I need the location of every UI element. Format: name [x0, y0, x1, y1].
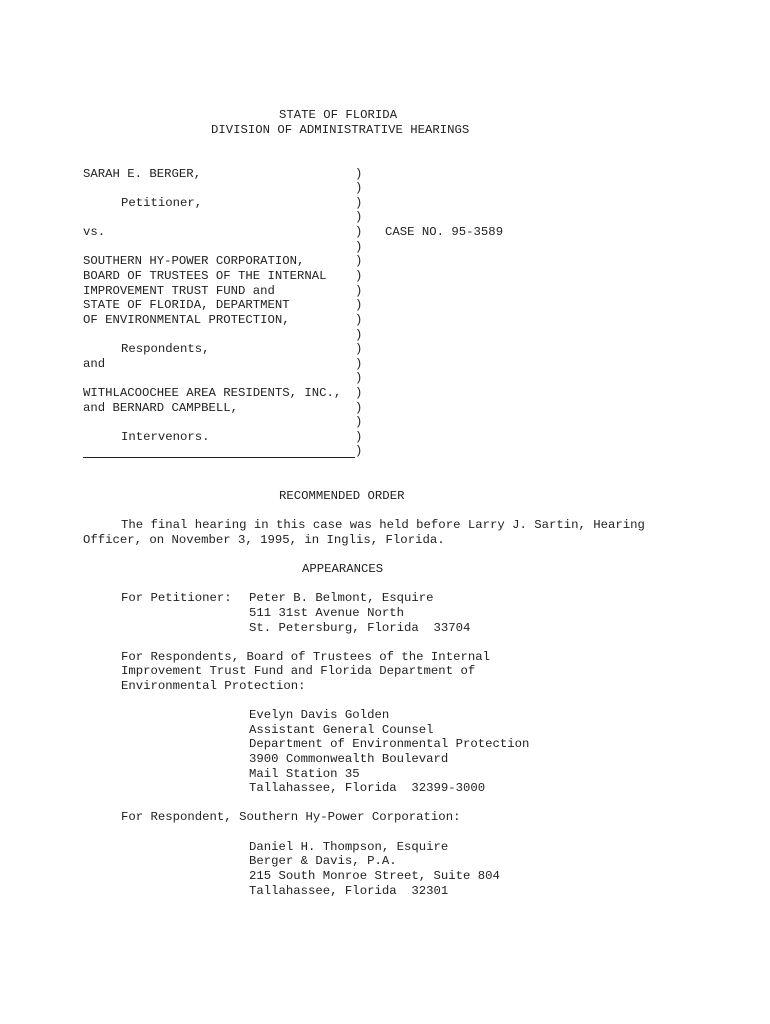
- shp-counsel-label: For Respondent, Southern Hy-Power Corporation:: [121, 810, 461, 824]
- versus-label: vs.: [83, 225, 106, 239]
- petitioner-counsel-line: St. Petersburg, Florida 33704: [249, 621, 471, 635]
- respondents-role: Respondents,: [121, 342, 210, 356]
- appearances-heading: APPEARANCES: [302, 562, 384, 576]
- bracket: ): [355, 430, 363, 444]
- division-heading: DIVISION OF ADMINISTRATIVE HEARINGS: [211, 123, 470, 137]
- board-counsel-line: Department of Environmental Protection: [249, 737, 530, 751]
- caption-underline: [83, 457, 355, 458]
- petitioner-name: SARAH E. BERGER,: [83, 167, 202, 181]
- board-counsel-line: Tallahassee, Florida 32399-3000: [249, 781, 486, 795]
- board-counsel-line: Evelyn Davis Golden: [249, 708, 390, 722]
- respondent-line: SOUTHERN HY-POWER CORPORATION,: [83, 254, 305, 268]
- respondent-line: IMPROVEMENT TRUST FUND and: [83, 284, 275, 298]
- respondent-line: OF ENVIRONMENTAL PROTECTION,: [83, 313, 290, 327]
- petitioner-role: Petitioner,: [121, 196, 203, 210]
- intro-line: Officer, on November 3, 1995, in Inglis, Florida.: [83, 533, 445, 547]
- intervenors-role: Intervenors.: [121, 430, 210, 444]
- bracket: ): [355, 357, 363, 371]
- petitioner-counsel-line: Peter B. Belmont, Esquire: [249, 591, 434, 605]
- respondent-line: BOARD OF TRUSTEES OF THE INTERNAL: [83, 269, 327, 283]
- state-heading: STATE OF FLORIDA: [279, 108, 398, 122]
- bracket: ): [355, 225, 363, 239]
- bracket: ): [355, 196, 363, 210]
- bracket: ): [355, 269, 363, 283]
- board-counsel-label: For Respondents, Board of Trustees of the Internal: [121, 650, 490, 664]
- respondent-line: STATE OF FLORIDA, DEPARTMENT: [83, 298, 290, 312]
- board-counsel-line: 3900 Commonwealth Boulevard: [249, 752, 449, 766]
- bracket: ): [355, 313, 363, 327]
- petitioner-counsel-line: 511 31st Avenue North: [249, 606, 404, 620]
- bracket: ): [355, 284, 363, 298]
- shp-counsel-line: Tallahassee, Florida 32301: [249, 884, 449, 898]
- bracket: ): [355, 210, 363, 224]
- bracket: ): [355, 371, 363, 385]
- board-counsel-label: Improvement Trust Fund and Florida Department of: [121, 664, 476, 678]
- board-counsel-line: Mail Station 35: [249, 767, 360, 781]
- intervenor-line: WITHLACOOCHEE AREA RESIDENTS, INC.,: [83, 386, 342, 400]
- order-title: RECOMMENDED ORDER: [279, 489, 405, 503]
- case-number: CASE NO. 95-3589: [385, 225, 504, 239]
- board-counsel-line: Assistant General Counsel: [249, 723, 434, 737]
- intervenor-line: and BERNARD CAMPBELL,: [83, 401, 238, 415]
- bracket: ): [355, 181, 363, 195]
- bracket: ): [355, 328, 363, 342]
- and-label: and: [83, 357, 106, 371]
- bracket: ): [355, 415, 363, 429]
- bracket: ): [355, 254, 363, 268]
- shp-counsel-line: Daniel H. Thompson, Esquire: [249, 840, 449, 854]
- bracket: ): [355, 401, 363, 415]
- shp-counsel-line: Berger & Davis, P.A.: [249, 854, 397, 868]
- bracket: ): [355, 167, 363, 181]
- board-counsel-label: Environmental Protection:: [121, 679, 306, 693]
- petitioner-counsel-label: For Petitioner:: [121, 591, 232, 605]
- bracket: ): [355, 240, 363, 254]
- bracket: ): [355, 386, 363, 400]
- bracket: ): [355, 342, 363, 356]
- bracket: ): [355, 444, 363, 458]
- bracket: ): [355, 298, 363, 312]
- intro-line: The final hearing in this case was held before Larry J. Sartin, Hearing: [121, 518, 645, 532]
- shp-counsel-line: 215 South Monroe Street, Suite 804: [249, 869, 500, 883]
